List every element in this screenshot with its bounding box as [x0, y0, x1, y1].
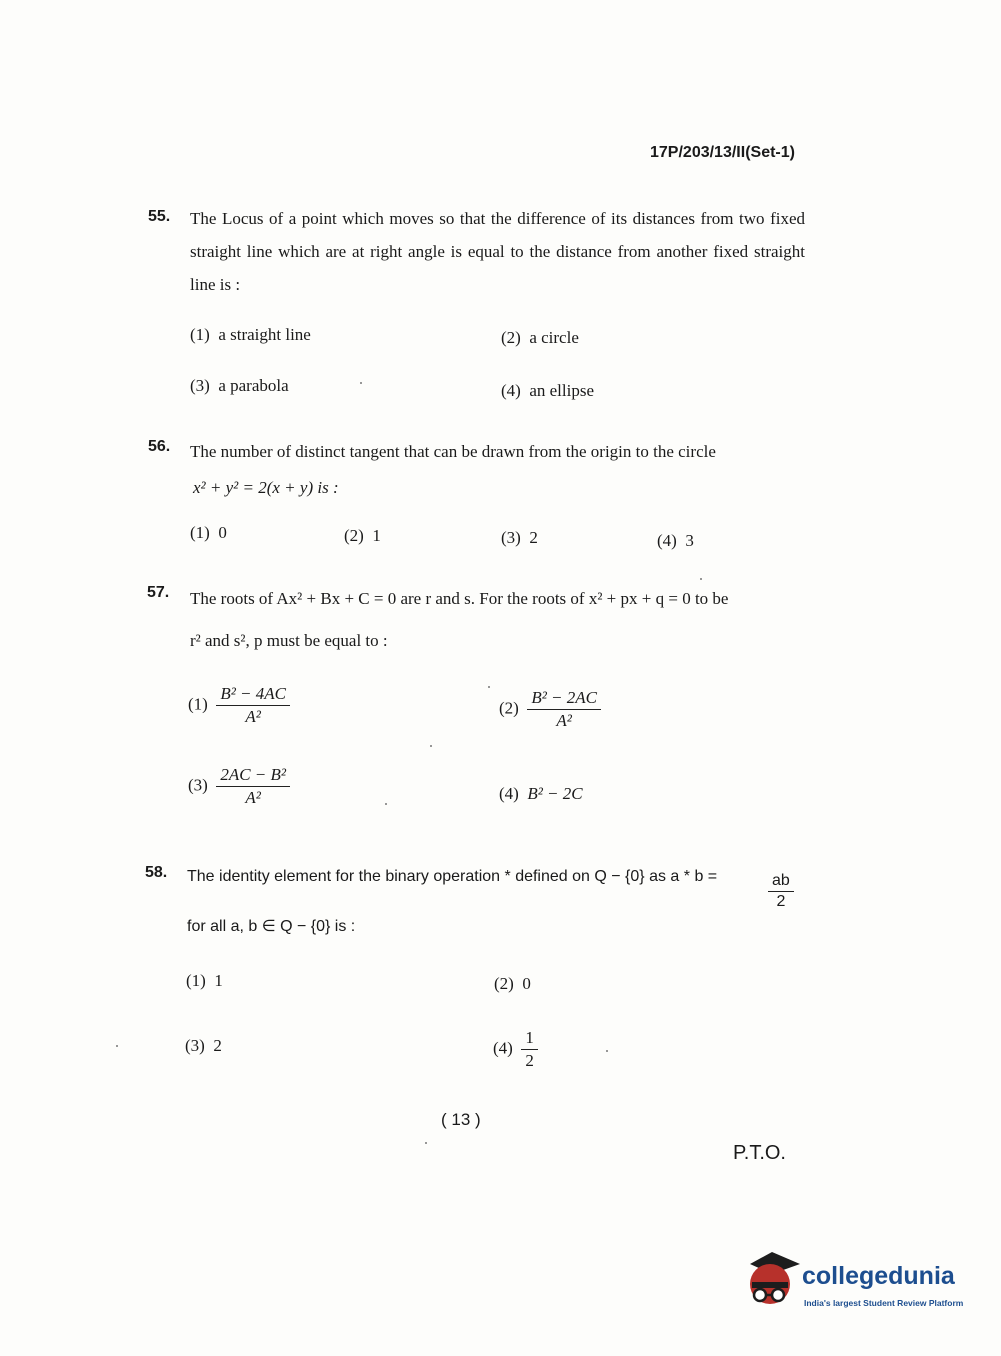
q57-option-4: (4) B² − 2C [499, 784, 583, 803]
q58-option-2: (2) 0 [494, 974, 531, 993]
q56-option-4: (4) 3 [657, 531, 694, 550]
q55-option-1: (1) a straight line [190, 325, 311, 344]
pto-note: P.T.O. [733, 1142, 786, 1164]
paper-code: 17P/203/13/II(Set-1) [650, 144, 795, 161]
q55-option-3: (3) a parabola [190, 376, 289, 395]
q57-option-2-fraction: $\frac{\text{B² − 2AC}}{\text{A²}}$ [527, 688, 601, 731]
question-58-fraction: $\frac{ab}{2}$ [768, 872, 794, 911]
q56-option-3: (3) 2 [501, 528, 538, 547]
q56-option-2: (2) 1 [344, 526, 381, 545]
question-58-line1: The identity element for the binary operation * defined on Q − {0} as a * b = [187, 868, 718, 885]
question-55-number: 55. [148, 208, 171, 225]
question-58-number: 58. [145, 864, 168, 881]
q55-option-4: (4) an ellipse [501, 381, 594, 400]
question-56-equation: x² + y² = 2(x + y) is : [193, 478, 339, 497]
page-number: ( 13 ) [441, 1110, 481, 1129]
question-56-text: The number of distinct tangent that can be drawn from the origin to the circle [190, 442, 716, 461]
q57-option-1: (1) $\frac{\text{B² − 4AC}}{\text{A²}}$ [188, 684, 290, 727]
q57-option-2: (2) $\frac{\text{B² − 2AC}}{\text{A²}}$ [499, 688, 601, 731]
q58-option-4: (4) $\frac{1}{2}$ [493, 1028, 538, 1071]
q57-option-3-fraction: $\frac{\text{2AC − B²}}{\text{A²}}$ [216, 765, 290, 808]
q58-option-3: (3) 2 [185, 1036, 222, 1055]
brand-tagline: India's largest Student Review Platform [804, 1298, 964, 1308]
question-58-line2: for all a, b ∈ Q − {0} is : [187, 918, 356, 935]
question-57-line1: The roots of Ax² + Bx + C = 0 are r and s. For the roots of x² + px + q = 0 to be [190, 589, 729, 608]
question-56-number: 56. [148, 438, 171, 455]
q58-option-1: (1) 1 [186, 971, 223, 990]
question-57-line2: r² and s², p must be equal to : [190, 631, 388, 650]
q57-option-3: (3) $\frac{\text{2AC − B²}}{\text{A²}}$ [188, 765, 290, 808]
q57-option-1-fraction: $\frac{\text{B² − 4AC}}{\text{A²}}$ [216, 684, 290, 727]
question-55-text: The Locus of a point which moves so that the difference of its distances from two fixed straight line which are at right angle is equal to the distance from another fixed straight line is : [190, 209, 805, 294]
q55-option-2: (2) a circle [501, 328, 579, 347]
question-57-number: 57. [147, 584, 170, 601]
brand-name: collegedunia [802, 1262, 955, 1290]
q56-option-1: (1) 0 [190, 523, 227, 542]
q58-option-4-fraction: $\frac{1}{2}$ [521, 1028, 538, 1071]
